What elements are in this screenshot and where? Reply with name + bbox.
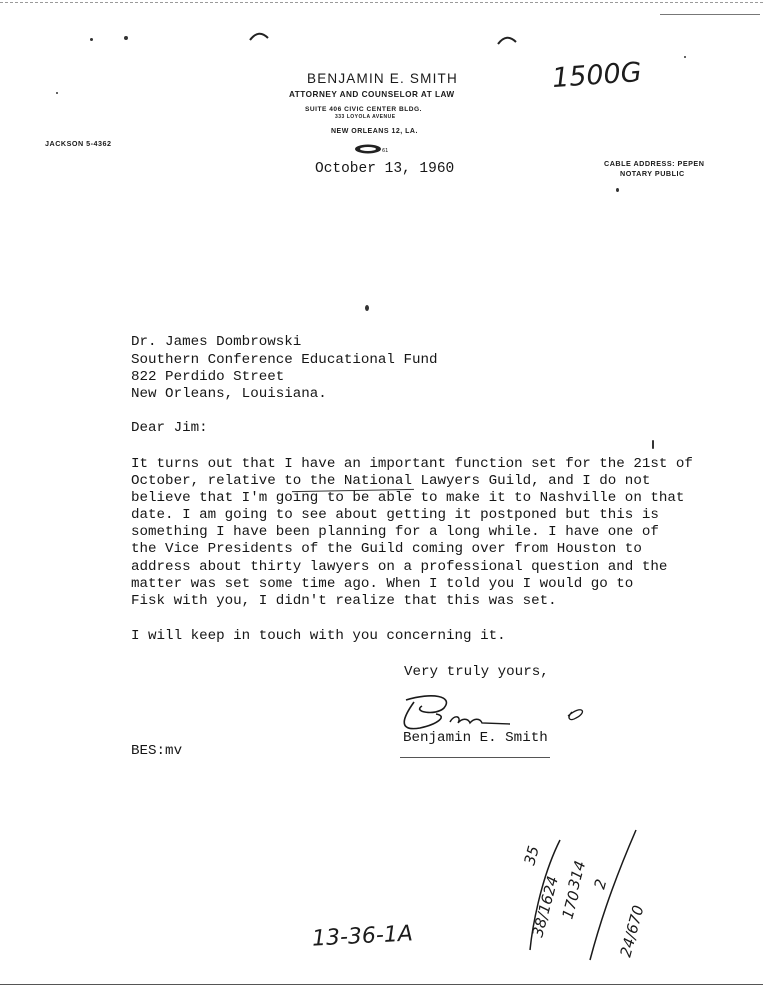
letterhead-title: ATTORNEY AND COUNSELOR AT LAW [289, 90, 455, 99]
body-paragraph-1 [131, 456, 693, 610]
scan-speck [684, 56, 686, 58]
bottom-edge [0, 984, 763, 985]
signer-name: Benjamin E. Smith [403, 730, 548, 746]
body-line: believe that I'm going to be able to make it to Nashville on that [131, 490, 685, 507]
body-line: something I have been planning for a long while. I have one of [131, 524, 659, 541]
scan-speck [652, 440, 654, 449]
body-line: matter was set some time ago. When I told you I would go to [131, 575, 634, 592]
handwritten-file-number: 1500G [551, 56, 643, 95]
complimentary-close: Very truly yours, [404, 664, 549, 680]
svg-text:314: 314 [564, 858, 590, 892]
top-right-mark [660, 14, 760, 15]
svg-text:24/670: 24/670 [616, 903, 648, 960]
letter-date: October 13, 1960 [315, 161, 455, 177]
body-line: Fisk with you, I didn't realize that this was set. [131, 592, 557, 609]
letterhead-phone: JACKSON 5-4362 [45, 139, 112, 148]
handwritten-tally-notes [520, 820, 670, 970]
body-line: date. I am going to see about getting it postponed but this is [131, 507, 659, 524]
letterhead-street: 333 LOYOLA AVENUE [335, 114, 396, 120]
svg-text:38/1624: 38/1624 [528, 874, 562, 940]
recipient-org: Southern Conference Educational Fund [131, 352, 438, 368]
letterhead-suite: SUITE 406 CIVIC CENTER BLDG. [305, 106, 422, 113]
handwritten-reference: 13-36-1A [311, 921, 414, 952]
scan-speck [90, 38, 93, 41]
body-paragraph-2: I will keep in touch with you concerning it. [131, 628, 506, 644]
scan-mark [496, 34, 518, 46]
reference-initials: BES:mv [131, 743, 183, 759]
recipient-name: Dr. James Dombrowski [131, 334, 302, 350]
scan-speck [365, 305, 369, 311]
scan-speck [124, 36, 128, 40]
letterhead-notary: NOTARY PUBLIC [620, 169, 685, 178]
recipient-street: 822 Perdido Street [131, 369, 285, 385]
scan-mark [248, 30, 270, 42]
letterhead-city: NEW ORLEANS 12, LA. [331, 128, 418, 135]
letterhead-cable: CABLE ADDRESS: PEPEN [604, 159, 705, 168]
svg-text:61: 61 [382, 148, 389, 154]
body-line: address about thirty lawyers on a professional question and the [131, 558, 668, 575]
union-label-icon [353, 143, 387, 155]
svg-text:35: 35 [520, 843, 543, 868]
scan-speck [56, 92, 58, 94]
svg-text:2: 2 [590, 877, 611, 892]
letterhead-name: BENJAMIN E. SMITH [307, 71, 458, 86]
signature-rule [400, 757, 550, 758]
scan-speck [616, 188, 619, 192]
svg-text:170: 170 [558, 888, 584, 922]
top-perforation [0, 2, 763, 3]
recipient-city: New Orleans, Louisiana. [131, 386, 327, 402]
body-line: It turns out that I have an important function set for the 21st of [131, 456, 693, 472]
body-line: the Vice Presidents of the Guild coming over from Houston to [131, 541, 642, 558]
salutation: Dear Jim: [131, 420, 208, 436]
body-line: October, relative to the National Lawyers Guild, and I do not [131, 473, 651, 490]
